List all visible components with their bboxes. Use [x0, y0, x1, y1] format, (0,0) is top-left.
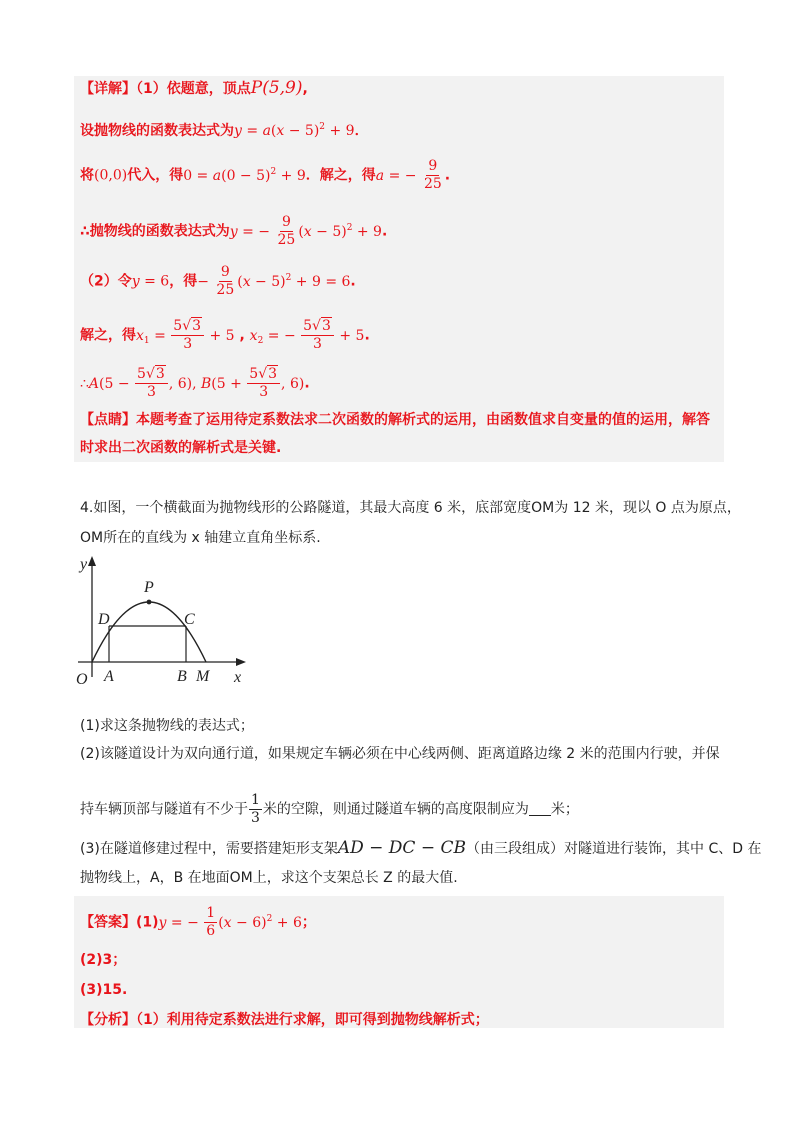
comment-line2 — [80, 438, 281, 458]
answer1-formula: y = − $\frac{1}{6}$ $(x - 6)^2 + 6$ — [158, 905, 302, 939]
answer1-prefix: (1) — [136, 914, 159, 931]
part2-prefix: （2）令 — [80, 273, 132, 290]
concl-text: ∴抛物线的函数表达式为 — [80, 223, 230, 240]
label-y: y — [80, 556, 88, 573]
q3a-expr: AD − DC − CB — [337, 838, 466, 858]
q2b-end: 米； — [550, 801, 579, 818]
label-x: x — [234, 669, 242, 686]
analysis-text: （1）利用待定系数法进行求解，即可得到抛物线解析式； — [136, 1012, 489, 1028]
analysis-tag: 【分析】 — [80, 1012, 136, 1028]
analysis-line — [80, 1010, 489, 1030]
sub-text-a: 将 — [80, 167, 94, 184]
part2-let: y = 6 — [131, 273, 170, 290]
detail-line: 【详解】（1）依题意，顶点P(5,9), — [80, 78, 308, 98]
label-c: C — [184, 611, 195, 628]
problem4-line1: 4.如图，一个横截面为抛物线形的公路隧道，其最大高度 6 米，底部宽度OM为 12 米，现以 O 点为原点， — [80, 500, 741, 516]
label-m: M — [196, 668, 210, 685]
x2-value: $x_2$ = − $\frac{5√3}{3}$ + 5 — [249, 318, 365, 352]
answer-line2: (2)3； — [80, 952, 127, 968]
vertex: P(5,9) — [250, 78, 303, 98]
vertex-point — [147, 600, 152, 605]
label-a: A — [104, 668, 114, 685]
y-axis-arrow-icon — [88, 556, 96, 566]
let-line: 设抛物线的函数表达式为$y = a(x - 5)^2 + 9$． — [80, 122, 369, 139]
comment-tag: 【点睛】 — [80, 412, 136, 428]
substitute-line: 将(0,0)代入，得$0 = a(0 - 5)^2 + 9$．解之，得a = − $\frac{9}{25}$ . — [80, 158, 451, 192]
tunnel-figure — [74, 552, 264, 692]
comment-text1: 本题考查了运用待定系数法求二次函数的解析式的运用，由函数值求自变量的值的运用，解答 — [136, 412, 710, 428]
sub-eq: $0 = a(0 - 5)^2 + 9$ — [183, 166, 306, 184]
q2b-frac: $\frac{1}{3}$ — [251, 792, 260, 826]
let-formula: $y = a(x - 5)^2 + 9$ — [234, 122, 355, 139]
x1-value: $x_1$ = $\frac{5√3}{3}$ + 5 — [136, 318, 235, 352]
let-text: 设抛物线的函数表达式为 — [80, 123, 234, 139]
part2-line: （2）令y = 6，得− $\frac{9}{25}$ $(x - 5)^2 + 9 = 6$. — [80, 264, 356, 298]
question-2a: (2)该隧道设计为双向通行道，如果规定车辆必须在中心线两侧、距离道路边缘 2 米的范围内行驶，并保 — [80, 746, 720, 762]
q3a-post: （由三段组成）对隧道进行装饰，其中 C、D 在 — [466, 841, 762, 857]
part2-get: ，得 — [169, 273, 198, 290]
q2b-post: 米的空隙，则通过隧道车辆的高度限制应为 — [262, 801, 529, 818]
sub-point: (0,0) — [94, 167, 128, 184]
part2-eq: − $\frac{9}{25}$ $(x - 5)^2 + 9 = 6$ — [197, 264, 351, 298]
answer-tag: 【答案】 — [80, 914, 136, 931]
q2b-pre: 持车辆顶部与隧道有不少于 — [80, 801, 248, 818]
label-o: O — [76, 671, 88, 688]
label-b: B — [177, 668, 187, 685]
problem4-line2: OM所在的直线为 x 轴建立直角坐标系. — [80, 530, 321, 546]
concl-formula: y = − $\frac{9}{25}$ $(x - 5)^2 + 9$ — [229, 214, 382, 248]
answer-line3: (3)15. — [80, 982, 128, 998]
detail-tag: 【详解】 — [80, 81, 136, 97]
comment-text2: 时求出二次函数的解析式是关键. — [80, 440, 282, 456]
answer-line1: 【答案】(1)y = − $\frac{1}{6}$ $(x - 6)^2 + 6$； — [80, 905, 316, 939]
question-1: (1)求这条抛物线的表达式； — [80, 718, 254, 734]
points-line: ∴A(5 − $\frac{5√3}{3}$ , 6), B(5 + $\frac{5√3}{3}$ , 6). — [80, 366, 310, 400]
label-p: P — [144, 579, 154, 596]
points: ∴A(5 − $\frac{5√3}{3}$ , 6), B(5 + $\frac{5√3}{3}$ , 6) — [80, 366, 305, 400]
solve2-line: 解之，得$x_1$ = $\frac{5√3}{3}$ + 5 , $x_2$ = − $\frac{5√3}{3}$ + 5. — [80, 318, 370, 352]
label-d: D — [98, 611, 110, 628]
a-value: a = − $\frac{9}{25}$ — [375, 158, 442, 192]
solve-text: ．解之，得 — [305, 167, 376, 184]
x-axis-arrow-icon — [236, 658, 246, 666]
q3a-pre: (3)在隧道修建过程中，需要搭建矩形支架 — [80, 841, 338, 857]
solve2-text: 解之，得 — [80, 327, 136, 344]
sub-text-b: 代入，得 — [127, 167, 184, 184]
comment-line1 — [80, 410, 710, 430]
question-2b — [80, 792, 579, 827]
question-3b: 抛物线上，A，B 在地面OM上，求这个支架总长 Z 的最大值. — [80, 870, 458, 886]
part1-prefix: （1）依题意，顶点 — [136, 81, 251, 97]
answer-blank — [529, 801, 551, 816]
question-3a — [80, 838, 761, 859]
conclusion-line: ∴抛物线的函数表达式为y = − $\frac{9}{25}$ $(x - 5)^2 + 9$. — [80, 214, 388, 248]
